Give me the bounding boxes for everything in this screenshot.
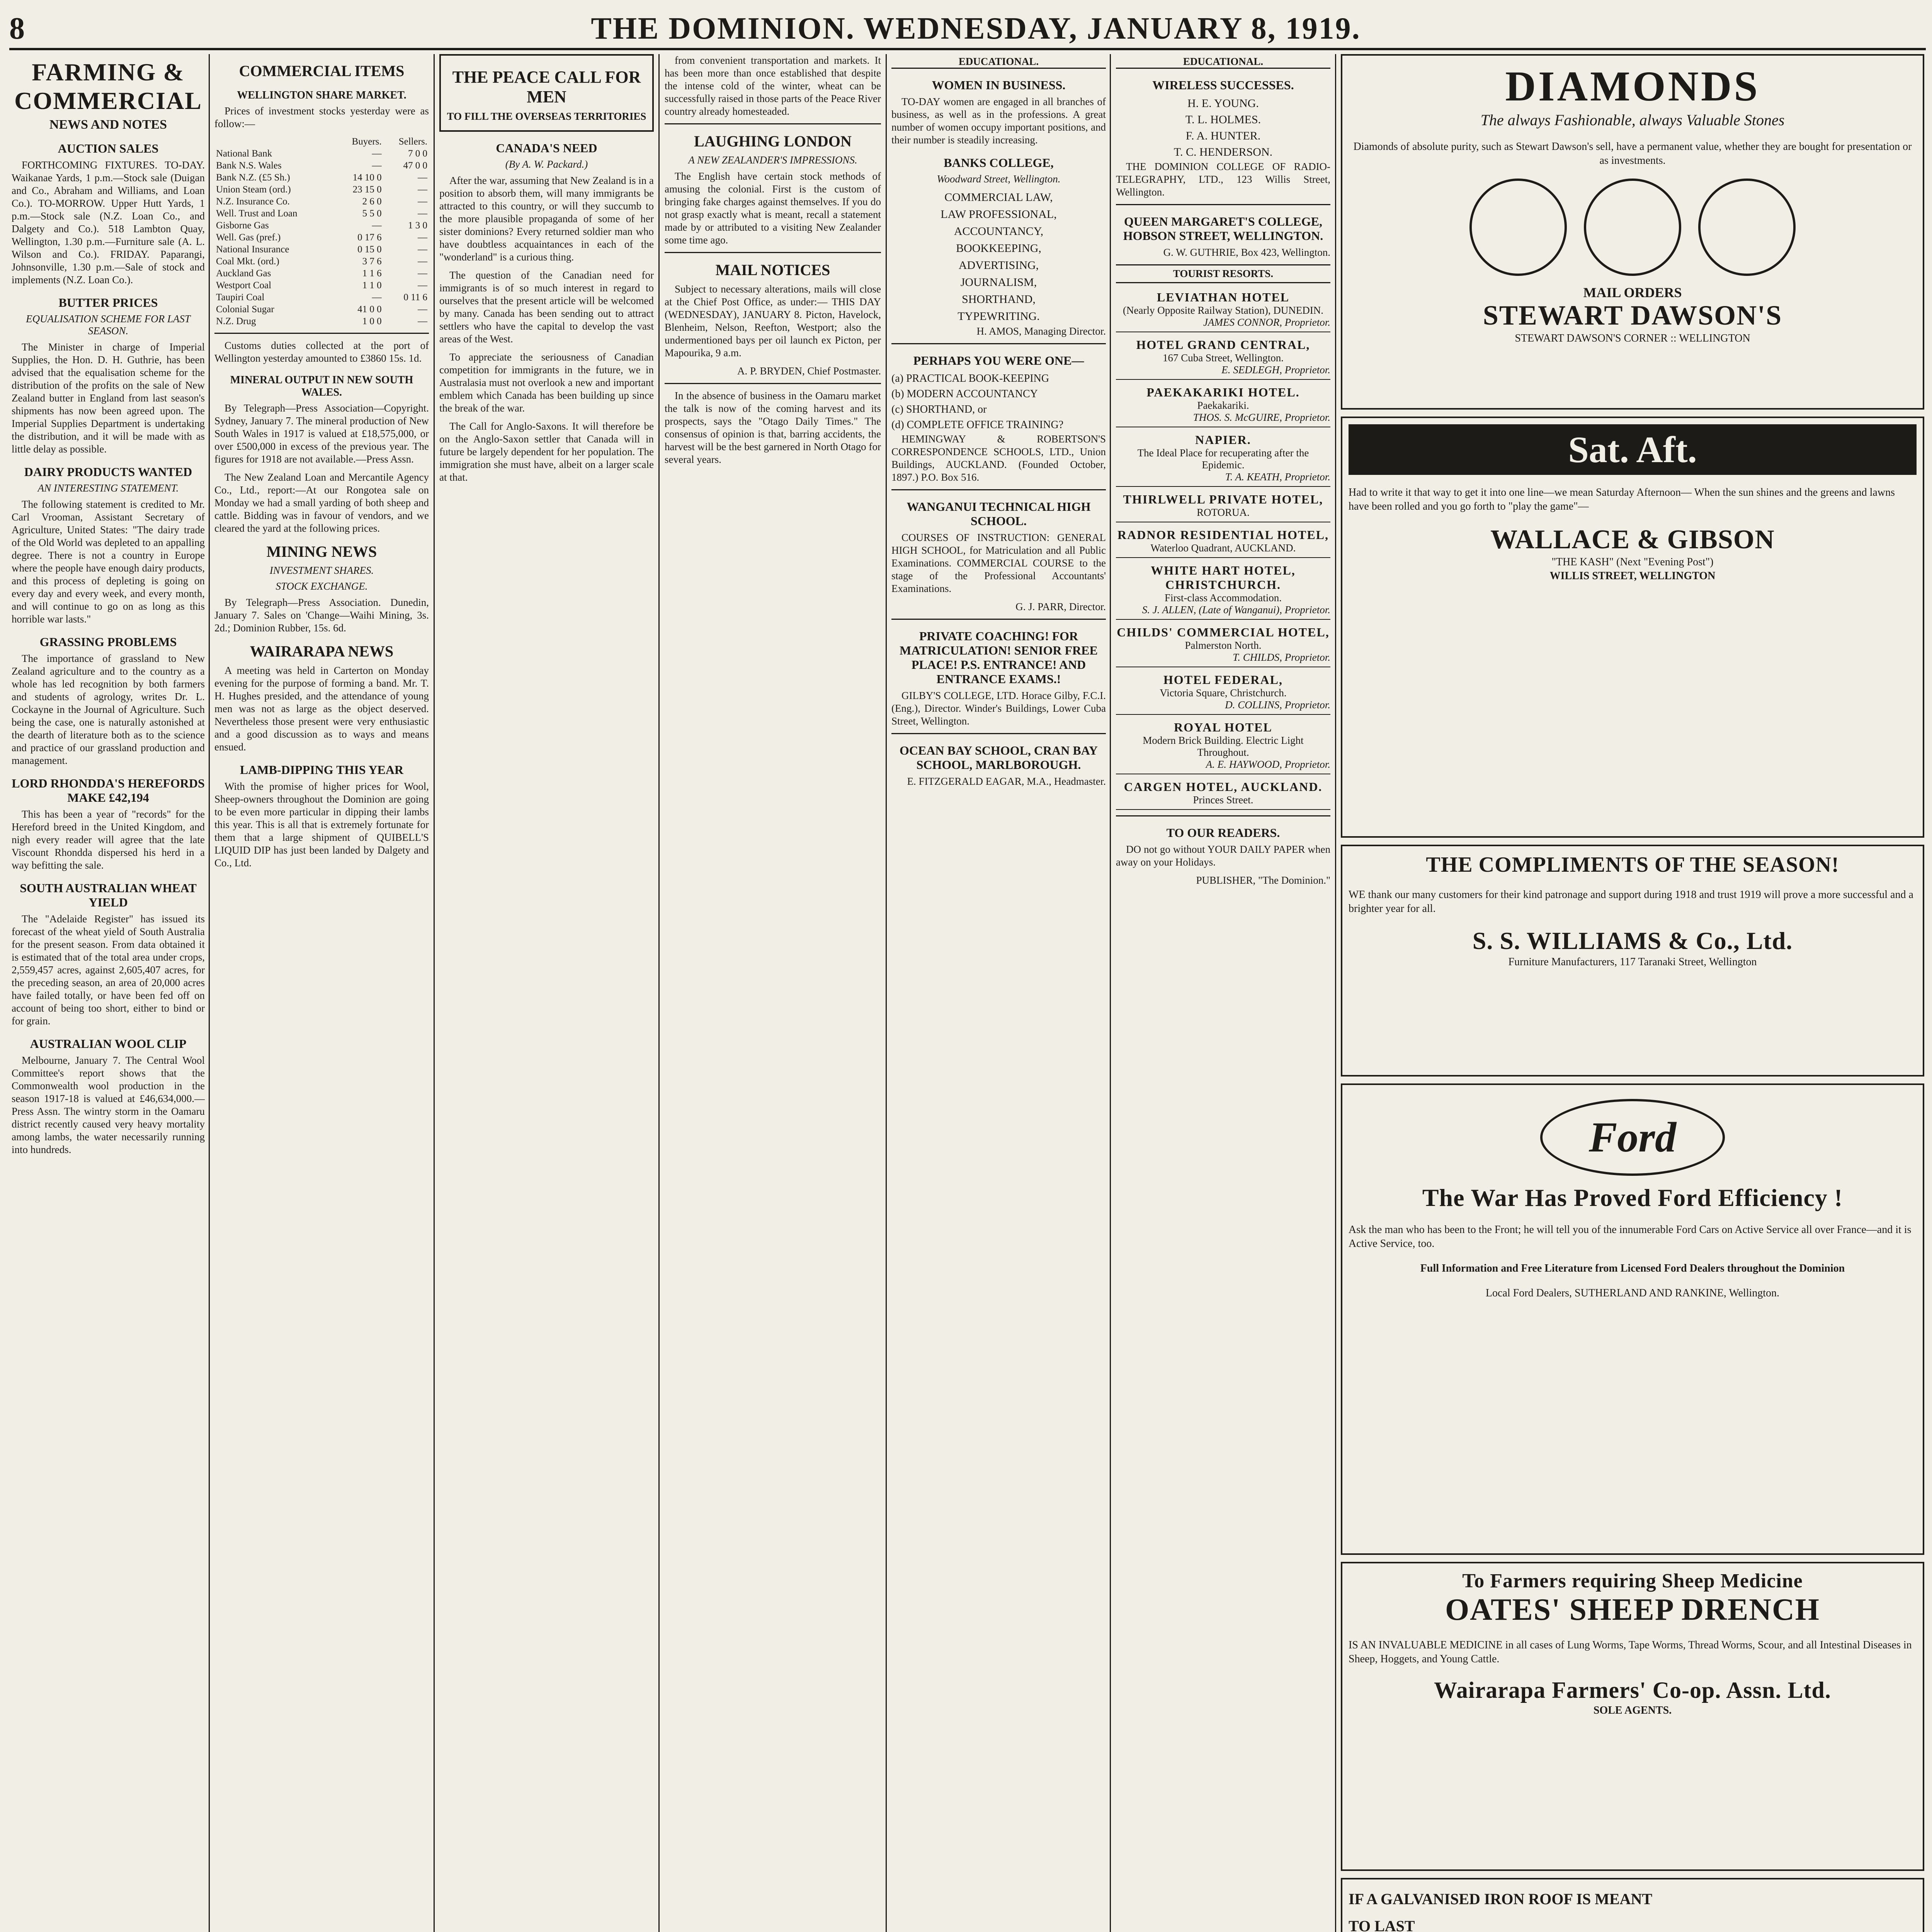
ad-sat-aft (1341, 417, 1924, 838)
ad-title: DIAMONDS (1505, 63, 1760, 110)
hotel-sign: THOS. S. McGUIRE, Proprietor. (1193, 412, 1330, 423)
column-educational (891, 54, 1106, 793)
hotel-place: Palmerston North. (1185, 639, 1262, 651)
table-cell: 47 0 0 (403, 160, 427, 171)
ad-subtitle: The always Fashionable, always Valuable Stones (1480, 111, 1785, 129)
article-body: Prices of investment stocks yesterday were as follow:— (214, 105, 429, 129)
ad-line: MAIL ORDERS (1583, 285, 1682, 300)
table-cell: National Bank (216, 148, 272, 159)
table-cell: — (418, 184, 427, 195)
ad-address: Furniture Manufacturers, 117 Taranaki Street, Wellington (1508, 956, 1757, 968)
article-head: AUSTRALIAN WOOL CLIP (30, 1037, 187, 1051)
list-item: TO LAST (1349, 1917, 1415, 1932)
hotel-place: Paekakariki. (1197, 400, 1249, 411)
table-cell: — (418, 316, 427, 327)
article-body: Melbourne, January 7. The Central Wool Committee's report shows that the Commonwealth wool production in the season 1917-18 is valued at £46,634,000.—Press Assn. The wintry storm in the Oamaru district recently caused very heavy mortality among lambs, the water necessarily running into hundreds. (12, 1054, 205, 1155)
list-item: (d) COMPLETE OFFICE TRAINING? (891, 419, 1064, 431)
section-label: EDUCATIONAL. (891, 56, 1106, 69)
table-row (214, 255, 429, 267)
hotel-sign: D. COLLINS, Proprietor. (1225, 699, 1330, 711)
ad-title: Sat. Aft. (1349, 424, 1917, 475)
table-row (214, 315, 429, 327)
article-subhead: AN INTERESTING STATEMENT. (37, 482, 179, 494)
list-item: (a) PRACTICAL BOOK-KEEPING (891, 372, 1049, 384)
table-row (214, 267, 429, 279)
hotel-listing (1116, 382, 1330, 427)
ad-address: WILLIS STREET, WELLINGTON (1549, 570, 1716, 582)
article-head: MINING NEWS (266, 543, 377, 560)
article-body: COURSES OF INSTRUCTION: GENERAL HIGH SCHOOL, for Matriculation and all Public Examinations. COMMERCIAL COURSE to the stage of the Professional Accountants' Examinations. (891, 532, 1106, 594)
table-cell: — (418, 280, 427, 291)
hotel-sign: JAMES CONNOR, Proprietor. (1203, 316, 1330, 328)
ad-body: IS AN INVALUABLE MEDICINE in all cases of Lung Worms, Tape Worms, Thread Worms, Scour, and all Intestinal Diseases in Sheep, Hoggets, and Young Cattle. (1349, 1639, 1912, 1665)
article-head: WELLINGTON SHARE MARKET. (237, 89, 406, 101)
ad-steelite-red (1341, 1878, 1924, 1932)
ad-body: WE thank our many customers for their kind patronage and support during 1918 and trust 1919 will prove a more successful and a brighter year for all. (1349, 889, 1913, 915)
ad-head: To Farmers requiring Sheep Medicine (1462, 1570, 1803, 1592)
article-body: By Telegraph—Press Association. Dunedin, January 7. Sales on 'Change—Waihi Mining, 3s. 2d.; Dominion Rubber, 15s. 6d. (214, 597, 429, 634)
table-row (214, 172, 429, 184)
article-subhead: Woodward Street, Wellington. (937, 173, 1061, 185)
column-news (665, 54, 881, 471)
table-cell: Union Steam (ord.) (216, 184, 291, 195)
article-head: SOUTH AUSTRALIAN WHEAT YIELD (20, 881, 197, 909)
article-head: WIRELESS SUCCESSES. (1152, 78, 1294, 92)
hotel-listing (1116, 670, 1330, 715)
table-cell: — (418, 256, 427, 267)
column-rule (434, 54, 435, 1932)
hotel-sign: E. SEDLEGH, Proprietor. (1221, 364, 1330, 376)
column-advertisements (1341, 54, 1924, 1932)
table-cell: Colonial Sugar (216, 304, 274, 315)
article-body: The question of the Canadian need for immigrants is of so much interest in regard to ourselves that the present article will be welcomed by many. Canada has been sending out to attract settlers who have the capital to develop the vast areas of the West. (439, 269, 654, 345)
list-item: LAW PROFESSIONAL, (940, 208, 1057, 221)
page-number: 8 (9, 11, 26, 46)
article-body: TO-DAY women are engaged in all branches of business, as well as in the professions. A great number of women occupy important positions, and their number is steadily increasing. (891, 96, 1106, 146)
column-rule (1110, 54, 1111, 1932)
table-cell: Bank N.Z. (£5 Sh.) (216, 172, 290, 183)
article-head: TO OUR READERS. (1166, 826, 1280, 840)
section-label: TOURIST RESORTS. (1116, 264, 1330, 283)
article-head: OCEAN BAY SCHOOL, CRAN BAY SCHOOL, MARLBOROUGH. (900, 743, 1098, 772)
article-body: The New Zealand Loan and Mercantile Agency Co., Ltd., report:—At our Rongotea sale on Monday we had a small yarding of both sheep and cattle. Bidding was in favour of vendors, and we cleared the yard at the following prices. (214, 471, 429, 534)
article-body: The Call for Anglo-Saxons. It will therefore be on the Anglo-Saxon settler that Canada will in future be largely dependent for her population. The immigration she must have, albeit on a larger scale at that. (439, 420, 654, 483)
ad-line: SOLE AGENTS. (1593, 1704, 1672, 1716)
ring-illustration-icon (1469, 179, 1567, 276)
ad-title: THE COMPLIMENTS OF THE SEASON! (1426, 853, 1839, 877)
article-body: By Telegraph—Press Association—Copyright. Sydney, January 7. The mineral production of New South Wales in 1917 is valued at £18,575,000, or over £500,000 in excess of the previous year. The figures for 1918 are not available.—Press Assn. (214, 402, 429, 465)
table-cell: 1 3 0 (408, 220, 427, 231)
byline: (By A. W. Packard.) (505, 158, 588, 170)
article-body: HEMINGWAY & ROBERTSON'S CORRESPONDENCE SCHOOLS, LTD., Union Buildings, AUCKLAND. (Founded October, 1897.) P.O. Box 516. (891, 433, 1106, 483)
hotel-name: THIRLWELL PRIVATE HOTEL, (1123, 492, 1323, 506)
section-title: FARMING & COMMERCIAL (14, 58, 202, 114)
table-cell: Gisborne Gas (216, 220, 269, 231)
table-row (214, 196, 429, 207)
article-head: LAMB-DIPPING THIS YEAR (240, 763, 404, 777)
article-head: WOMEN IN BUSINESS. (932, 78, 1066, 92)
table-cell: Bank N.S. Wales (216, 160, 282, 171)
ad-ford (1341, 1083, 1924, 1555)
hotel-name: NAPIER. (1195, 433, 1251, 447)
paper-title: THE DOMINION. WEDNESDAY, JANUARY 8, 1919. (591, 11, 1361, 46)
share-col-head: Buyers. (352, 136, 382, 147)
hotel-sign: T. CHILDS, Proprietor. (1233, 651, 1330, 663)
table-cell: Coal Mkt. (ord.) (216, 256, 279, 267)
hotel-place: Modern Brick Building. Electric Light Throughout. (1143, 735, 1304, 758)
article-subhead: TO FILL THE OVERSEAS TERRITORIES (447, 111, 646, 122)
article-head: QUEEN MARGARET'S COLLEGE, HOBSON STREET, WELLINGTON. (1123, 214, 1323, 243)
hotel-listing (1116, 287, 1330, 332)
hotel-name: HOTEL GRAND CENTRAL, (1136, 338, 1310, 352)
article-body: FORTHCOMING FIXTURES. TO-DAY. Waikanae Yards, 1 p.m.—Stock sale (Duigan and Co., Abraham and Williams, and Loan Co.). TO-MORROW. Upper Hutt Yards, 1 p.m.—Stock sale (N.Z. Loan Co., and Dalgety and Co.). 518 Lambton Quay, Wellington, 1.30 p.m.—Furniture sale (A. L. Wilson and Co.). FRIDAY. Paparangi, Johnsonville, 1.30 p.m.—Sale of stock and implements (N.Z. Loan Co.). (12, 159, 205, 286)
hotel-name: CHILDS' COMMERCIAL HOTEL, (1117, 625, 1330, 639)
table-row (214, 291, 429, 303)
table-cell: 1 0 0 (362, 316, 382, 327)
ad-title: OATES' SHEEP DRENCH (1445, 1593, 1820, 1627)
column-rule (209, 54, 210, 1932)
article-head: DAIRY PRODUCTS WANTED (24, 465, 192, 479)
article-head: BUTTER PRICES (58, 296, 158, 310)
table-cell: 3 7 6 (362, 256, 382, 267)
list-item: COMMERCIAL LAW, (944, 191, 1053, 204)
signature: H. AMOS, Managing Director. (976, 325, 1106, 337)
table-cell: — (418, 232, 427, 243)
ad-address: STEWART DAWSON'S CORNER :: WELLINGTON (1515, 332, 1750, 344)
hotel-name: CARGEN HOTEL, AUCKLAND. (1124, 780, 1323, 794)
article-body: The following statement is credited to Mr. Carl Vrooman, Assistant Secretary of Agriculture, United States: "The dairy trade of the Old World was depleted to an appalling degree. There is not a country in Europe where the people have enough dairy products, and this process of depleting is going on every day and every week, and every month, and will continue to go on as long as this horrible war lasts." (12, 498, 205, 625)
article-body: The importance of grassland to New Zealand agriculture and to the country as a whole has led recognition by both farmers and students of agrology, writes Dr. L. Cockayne in the Journal of Agriculture. Such being the case, one is naturally astonished at the dearth of literature both as to the science and practice of our grassland production and management. (12, 653, 205, 766)
hotel-sign: T. A. KEATH, Proprietor. (1225, 471, 1330, 483)
table-cell: 41 0 0 (357, 304, 382, 315)
ad-firm: S. S. WILLIAMS & Co., Ltd. (1472, 927, 1793, 954)
article-head: GRASSING PROBLEMS (39, 635, 177, 649)
ad-footer: Full Information and Free Literature from Licensed Ford Dealers throughout the Dominion (1420, 1262, 1845, 1274)
list-item: H. E. YOUNG. (1187, 97, 1259, 110)
masthead (9, 9, 1926, 50)
signature: G. W. GUTHRIE, Box 423, Wellington. (1163, 247, 1330, 258)
hotel-listing (1116, 560, 1330, 620)
list-item: F. A. HUNTER. (1185, 129, 1261, 142)
article-head: LAUGHING LONDON (694, 133, 852, 150)
hotel-listing (1116, 622, 1330, 667)
table-cell: 0 15 0 (357, 244, 382, 255)
article-body: To appreciate the seriousness of Canadian competition for immigrants in the future, we in Australasia must not overlook a new and important emblem which Canada has been building up since the break of the war. (439, 351, 654, 414)
hotel-place: First-class Accommodation. (1165, 592, 1282, 604)
table-cell: Taupiri Coal (216, 292, 265, 303)
table-cell: Well. Trust and Loan (216, 208, 298, 219)
column-rule (1335, 54, 1336, 1932)
table-row (214, 303, 429, 315)
column-commercial (214, 54, 429, 875)
hotel-listing (1116, 525, 1330, 558)
column-peace-call (439, 54, 654, 489)
hotel-listing (1116, 489, 1330, 522)
hotel-place: ROTORUA. (1197, 507, 1250, 518)
table-row (214, 184, 429, 196)
article-body: The "Adelaide Register" has issued its forecast of the wheat yield of South Australia for the present season. From data obtained it is estimated that of the total area under crops, 2,559,457 acres, against 2,605,407 acres, for the preceding season, an area of 20,000 acres have failed totally, or have been fed off on account of being too short, either to bind or for grain. (12, 913, 205, 1027)
article-subhead: INVESTMENT SHARES. (269, 565, 374, 576)
hotel-listing (1116, 430, 1330, 487)
column-educational-tourist (1116, 54, 1330, 892)
table-cell: — (418, 244, 427, 255)
table-row (214, 231, 429, 243)
list-item: ACCOUNTANCY, (954, 225, 1044, 238)
signature: G. J. PARR, Director. (1015, 601, 1106, 612)
table-cell: 1 1 0 (362, 280, 382, 291)
section-subtitle: NEWS AND NOTES (49, 117, 167, 132)
article-head: MINERAL OUTPUT IN NEW SOUTH WALES. (230, 374, 413, 398)
ad-body: Diamonds of absolute purity, such as Stewart Dawson's sell, have a permanent value, whether they are bought for presentation or as investments. (1353, 141, 1912, 167)
table-row (214, 160, 429, 172)
list-item: IF A GALVANISED IRON ROOF IS MEANT (1349, 1890, 1653, 1908)
hotel-place: (Nearly Opposite Railway Station), DUNEDIN. (1123, 304, 1323, 316)
article-body: Subject to necessary alterations, mails will close at the Chief Post Office, as under:— THIS DAY (WEDNESDAY), JANUARY 8. Picton, Havelock, Blenheim, Nelson, Reefton, Westport; also the undermentioned bays per oil launch ex Picton, per Mapourika, 9 a.m. (665, 283, 881, 359)
hotel-place: 167 Cuba Street, Wellington. (1162, 352, 1284, 364)
section-label: EDUCATIONAL. (1116, 56, 1330, 69)
table-cell: 1 1 6 (362, 268, 382, 279)
ad-oates-drench (1341, 1562, 1924, 1871)
ad-firm: WALLACE & GIBSON (1490, 525, 1775, 554)
article-head: WAIRARAPA NEWS (250, 643, 394, 660)
ad-compliments (1341, 845, 1924, 1077)
table-row (214, 148, 429, 160)
article-head: PERHAPS YOU WERE ONE— (913, 354, 1084, 367)
table-cell: Well. Gas (pref.) (216, 232, 281, 243)
hotel-name: PAEKAKARIKI HOTEL. (1146, 385, 1300, 399)
article-body: With the promise of higher prices for Wool, Sheep-owners throughout the Dominion are going to be even more particular in dipping their lambs this year. This is all that is extremely fortunate for them that a large shipment of QUIBELL'S LIQUID DIP has just been landed by Dalgety and Co., Ltd. (214, 781, 429, 869)
table-cell: — (372, 148, 382, 159)
ad-body: Ask the man who has been to the Front; he will tell you of the innumerable Ford Cars on Active Service all over France—and it is Active Service, too. (1349, 1224, 1912, 1250)
article-head: THE PEACE CALL FOR MEN (452, 68, 641, 106)
table-row (214, 219, 429, 231)
hotel-listing (1116, 717, 1330, 774)
article-body: GILBY'S COLLEGE, LTD. Horace Gilby, F.C.I. (Eng.), Director. Winder's Buildings, Lower Cuba Street, Wellington. (891, 690, 1106, 727)
article-head: BANKS COLLEGE, (944, 156, 1054, 170)
column-rule (658, 54, 660, 1932)
table-cell: 0 11 6 (403, 292, 427, 303)
table-cell: 14 10 0 (352, 172, 382, 183)
article-body: DO not go without YOUR DAILY PAPER when away on your Holidays. (1116, 844, 1330, 868)
table-cell: — (418, 208, 427, 219)
hotel-name: HOTEL FEDERAL, (1163, 673, 1283, 687)
table-cell: Auckland Gas (216, 268, 271, 279)
table-cell: — (418, 196, 427, 207)
ad-body: Had to write it that way to get it into one line—we mean Saturday Afternoon— When the sun shines and the greens and lawns have been rolled and you go forth to "play the game"— (1349, 486, 1895, 512)
ad-line: "THE KASH" (Next "Evening Post") (1551, 556, 1714, 568)
table-cell: Westport Coal (216, 280, 272, 291)
article-head: PRIVATE COACHING! FOR MATRICULATION! SENIOR FREE PLACE! P.S. ENTRANCE! AND ENTRANCE EXAMS.! (900, 629, 1098, 686)
share-col-head (214, 136, 336, 148)
list-item: (c) SHORTHAND, or (891, 403, 987, 415)
article-body: After the war, assuming that New Zealand is in a position to absorb them, will many immigrants be attracted to this country, or will they succumb to the more plausible propaganda of some of her sister dominions? Every returned soldier man who have doubtless acquaintances in each of the "wonderland" is a curious thing. (439, 175, 654, 263)
article-head: MAIL NOTICES (715, 261, 830, 279)
article-body: This has been a year of "records" for the Hereford breed in the United Kingdom, and nigh every reader will agree that the late Viscount Rhondda dispersed his herd in a way befitting the sale. (12, 808, 205, 871)
table-cell: 23 15 0 (352, 184, 382, 195)
list-item: TYPEWRITING. (957, 310, 1040, 323)
table-cell: 5 5 0 (362, 208, 382, 219)
list-item: JOURNALISM, (960, 276, 1037, 289)
ring-illustration-icon (1698, 179, 1796, 276)
table-cell: 7 0 0 (408, 148, 427, 159)
list-item: T. L. HOLMES. (1185, 113, 1261, 126)
ring-illustration-icon (1584, 179, 1681, 276)
column-rule (886, 54, 887, 1932)
share-table (214, 136, 429, 327)
hotel-place: Victoria Square, Christchurch. (1160, 687, 1287, 699)
ad-diamonds (1341, 54, 1924, 410)
ad-title: The War Has Proved Ford Efficiency ! (1422, 1184, 1843, 1211)
hotel-place: The Ideal Place for recuperating after the Epidemic. (1137, 447, 1309, 471)
article-subhead: EQUALISATION SCHEME FOR LAST SEASON. (26, 313, 190, 337)
article-body: The Minister in charge of Imperial Supplies, the Hon. D. H. Guthrie, has been advised that the equalisation scheme for the distribution of the profits on the sale of New Zealand butter in England from last season's shipments has now been agreed upon. The Imperial Supplies Department is undertaking the distribution, and it will be made with as little delay as possible. (12, 341, 205, 455)
table-cell: N.Z. Insurance Co. (216, 196, 290, 207)
hotel-name: RADNOR RESIDENTIAL HOTEL, (1117, 528, 1329, 542)
signature: PUBLISHER, "The Dominion." (1196, 874, 1330, 886)
table-row (214, 243, 429, 255)
article-subhead: STOCK EXCHANGE. (276, 580, 368, 592)
article-subhead: A NEW ZEALANDER'S IMPRESSIONS. (688, 154, 857, 166)
hotel-name: LEVIATHAN HOTEL (1156, 290, 1290, 304)
table-cell: — (372, 220, 382, 231)
table-cell: — (418, 268, 427, 279)
table-row (214, 279, 429, 291)
list-item: SHORTHAND, (962, 293, 1036, 306)
article-body: The English have certain stock methods of amusing the colonial. First is the custom of bringing fake charges against themselves. If you do not grasp exactly what is meant, recall a statement made by or attributed to a visiting New Zealander some time ago. (665, 170, 881, 246)
article-head: WANGANUI TECHNICAL HIGH SCHOOL. (906, 500, 1091, 528)
table-row (214, 207, 429, 219)
article-head: LORD RHONDDA'S HEREFORDS MAKE £42,194 (12, 776, 205, 804)
table-cell: — (372, 160, 382, 171)
hotel-name: ROYAL HOTEL (1174, 720, 1272, 734)
list-item: T. C. HENDERSON. (1173, 146, 1273, 158)
ad-firm: STEWART DAWSON'S (1483, 300, 1782, 331)
signature: E. FITZGERALD EAGAR, M.A., Headmaster. (907, 776, 1106, 787)
article-body: In the absence of business in the Oamaru market the talk is now of the coming harvest and its prospects, says the "Otago Daily Times." The consensus of opinion is that, barring accidents, the harvest will be the best garnered in North Otago for several years. (665, 390, 881, 465)
hotel-sign: A. E. HAYWOOD, Proprietor. (1206, 759, 1330, 770)
table-cell: 2 6 0 (362, 196, 382, 207)
article-body: Customs duties collected at the port of Wellington yesterday amounted to £3860 15s. 1d. (214, 340, 429, 364)
hotel-place: Princes Street. (1193, 794, 1253, 806)
ford-logo: Ford (1540, 1099, 1725, 1176)
share-col-head: Sellers. (398, 136, 427, 147)
table-cell: — (418, 172, 427, 183)
table-cell: N.Z. Drug (216, 316, 256, 327)
signature: A. P. BRYDEN, Chief Postmaster. (737, 365, 881, 377)
table-cell: National Insurance (216, 244, 289, 255)
article-subhead: CANADA'S NEED (496, 141, 597, 155)
article-body: A meeting was held in Carterton on Monday evening for the purpose of forming a band. Mr. T. H. Hughes presided, and the attendance of young men was not as large as the object deserved. Nevertheless those present were very enthusiastic and a good discussion as to ways and means ensued. (214, 665, 429, 753)
column-farming (12, 54, 205, 1162)
list-item: ADVERTISING, (958, 259, 1039, 272)
article-head: AUCTION SALES (58, 141, 159, 155)
ad-firm: Wairarapa Farmers' Co-op. Assn. Ltd. (1434, 1677, 1831, 1703)
ad-dealer: Local Ford Dealers, SUTHERLAND AND RANKINE, Wellington. (1485, 1287, 1780, 1299)
article-body: from convenient transportation and markets. It has been more than once established that despite the intense cold of the winter, wheat can be successfully raised in those parts of the Peace River country already homesteaded. (665, 54, 881, 117)
section-title: COMMERCIAL ITEMS (239, 62, 405, 80)
list-item: BOOKKEEPING, (956, 242, 1041, 255)
article-body: THE DOMINION COLLEGE OF RADIO-TELEGRAPHY, LTD., 123 Willis Street, Wellington. (1116, 161, 1330, 198)
table-cell: 0 17 6 (357, 232, 382, 243)
hotel-place: Waterloo Quadrant, AUCKLAND. (1150, 542, 1296, 554)
hotel-listing (1116, 335, 1330, 380)
hotel-name: WHITE HART HOTEL, CHRISTCHURCH. (1151, 563, 1296, 592)
hotel-sign: S. J. ALLEN, (Late of Wanganui), Proprietor. (1142, 604, 1330, 616)
hotel-listing (1116, 777, 1330, 810)
table-cell: — (418, 304, 427, 315)
list-item: (b) MODERN ACCOUNTANCY (891, 388, 1038, 400)
table-cell: — (372, 292, 382, 303)
